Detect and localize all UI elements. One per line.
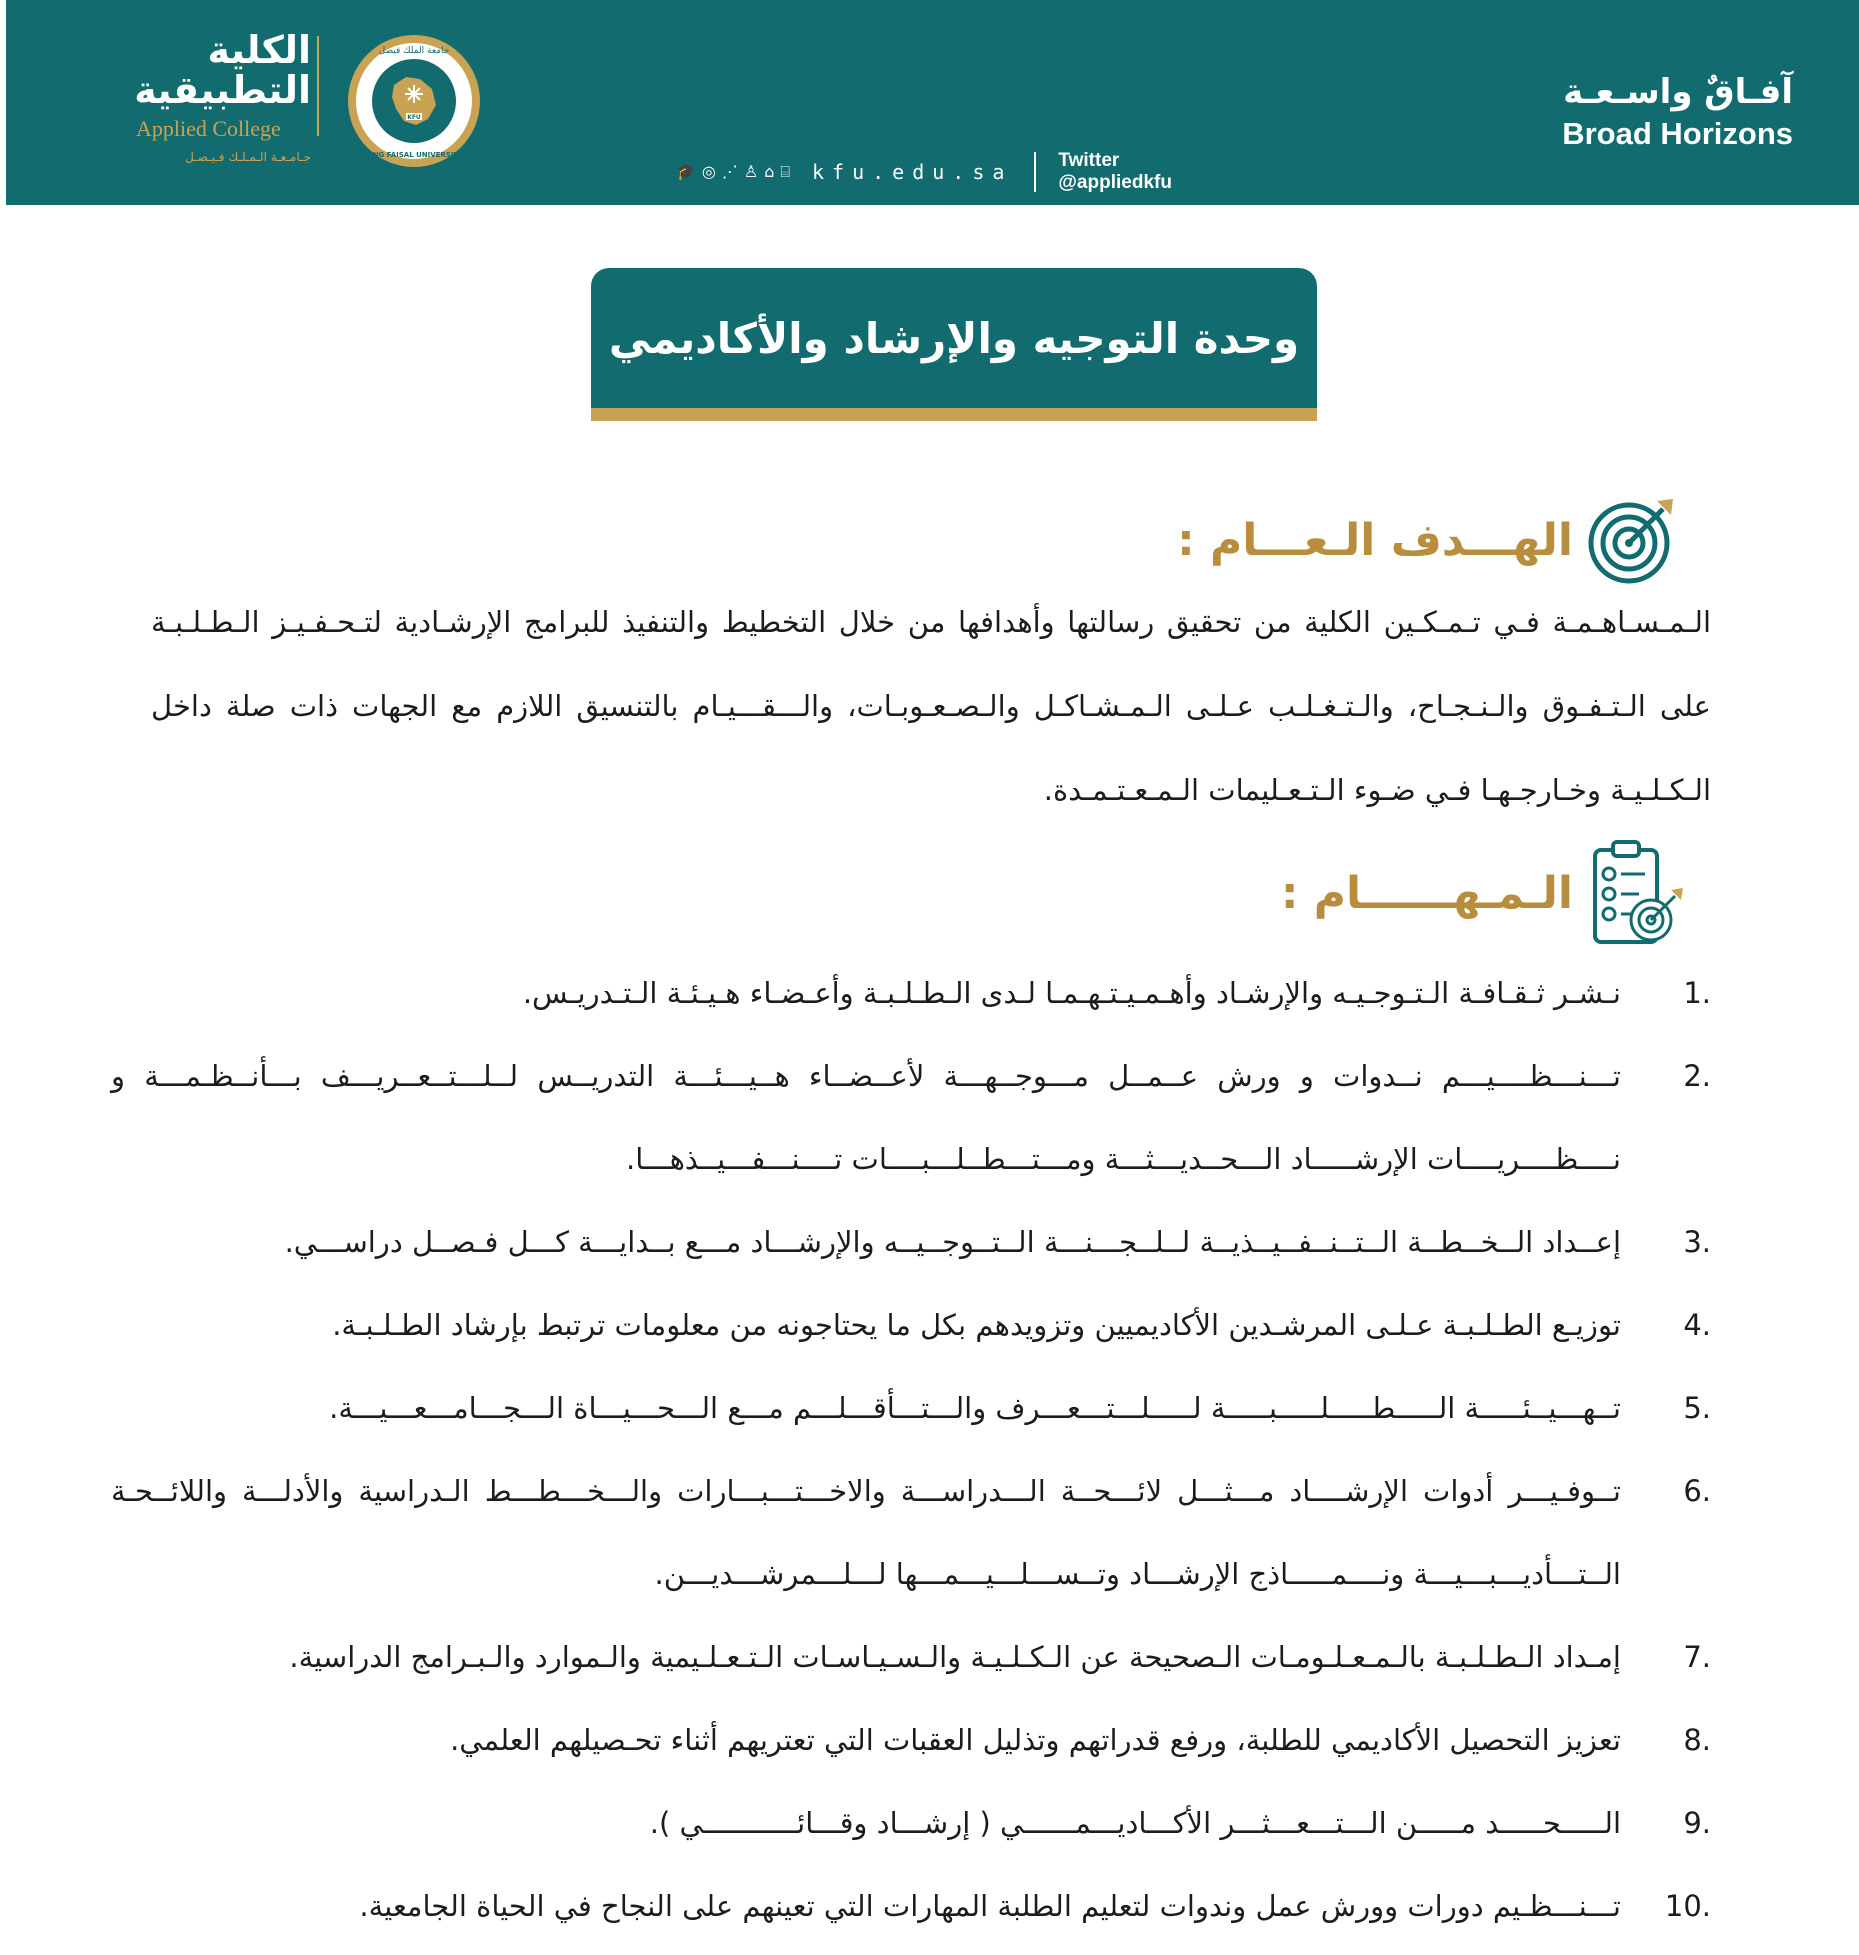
list-item-number: 8.	[1683, 1723, 1711, 1757]
list-item-number: 2.	[1683, 1059, 1711, 1093]
website-link[interactable]: kfu.edu.sa	[812, 160, 1013, 184]
list-item	[111, 1450, 1711, 1616]
list-item	[111, 1782, 1711, 1865]
seal-text-en: KING FAISAL UNIVERSITY	[364, 151, 464, 159]
logo-divider	[317, 36, 319, 136]
slogan-en: Broad Horizons	[1562, 116, 1793, 151]
title-underline	[591, 408, 1317, 421]
list-item-text: تـــنـــظـيم دورات وورش عمل وندوات لتعليم الطلبة المهارات التي تعينهم على النجاح في الحياة الجامعية.	[359, 1889, 1621, 1923]
list-item-number: 9.	[1683, 1806, 1711, 1840]
graduation-cap-icon: 🎓	[676, 162, 696, 181]
mosque-icon: ⌂	[764, 162, 775, 181]
list-item	[111, 1616, 1711, 1699]
list-item-text: الـــــحـــــد مـــــن الـــتـــعـــثـــر الأكـــاديـــمــــــي ( إرشـــاد وقـــائـــــــــــي ).	[649, 1806, 1621, 1840]
list-item	[111, 1035, 1711, 1201]
list-item-text: إمـداد الـطـلـبـة بالـمـعـلـومـات الـصحيحة عن الـكـلـيـة والـسـيـاسـات الـتـعـلـيمية والـموارد والـبـرامج الدراسية.	[289, 1640, 1621, 1674]
university-icons	[676, 162, 790, 182]
list-item-text: نـشـر ثـقـافـة الـتـوجـيـه والإرشـاد وأهـمـيـتـهـمـا لـدى الـطـلـبـة وأعـضـاء هـيـئـة الـتـدريـس.	[522, 976, 1621, 1010]
list-item	[111, 1699, 1711, 1782]
list-item-number: 1.	[1683, 976, 1711, 1010]
contact-row	[676, 150, 1236, 194]
twitter-handle[interactable]: Twitter @appliedkfu	[1058, 150, 1172, 193]
kfu-seal-logo	[346, 33, 482, 169]
page-title: وحدة التوجيه والإرشاد والأكاديمي	[608, 313, 1300, 363]
list-item-text: تعزيز التحصيل الأكاديمي للطلبة، ورفع قدراتهم وتذليل العقبات التي تعتريهم أثناء تحـصيلهم العلمي.	[450, 1723, 1621, 1757]
list-item-number: 3.	[1683, 1225, 1711, 1259]
college-name-line2: التطبيقية	[134, 68, 311, 112]
list-item-text: تـــنـــظــــيـــم نــدوات و ورش عــمــل مـــوجــهـــة لأعــضــاء هــيـــئـــة التدريــس لــلـــتــعــريـــف بـــأنــظـمـــة و نــــظــــريــــات الإرشـــــاد الـــحــديـــثـــة ومـــتـــطــلـــبــــات تــــنـــفـــيــذهـــا.	[111, 1059, 1621, 1176]
list-item-number: 4.	[1683, 1308, 1711, 1342]
list-item-text: إعــداد الــخــطــة الــتــنــفــيــذيــة لــلــجـــنـــة الــتــوجــيــه والإرشـــاد مـــع بــدايـــة كـــل فـصــل دراســـي.	[284, 1225, 1621, 1259]
list-item-text: تــوفـيـــر أدوات الإرشــــاد مـــثـــل لائـــحــة الـــدراســـة والاخـــتـــبـــارات والـــخـــطـــط الـدراسية والأدلـــة واللائــحـة الــتـــأديـــبـــيـــة ونــــمـــــاذج الإرشـــاد وتــســـلـــيـــمـــها لـــلـــمرشـــديـــن.	[111, 1474, 1621, 1591]
college-sub: جـامـعـة الـمـلـك فـيـصـل	[185, 150, 311, 164]
header-banner	[6, 0, 1859, 205]
college-name-en: Applied College	[136, 116, 281, 141]
target-icon	[1587, 495, 1677, 585]
task-list	[111, 952, 1711, 1948]
list-item	[111, 1367, 1711, 1450]
list-item-text: توزيـع الطـلـبـة عـلـى المرشـدين الأكاديميين وتزويدهم بكل ما يحتاجونه من معلومات ترتبط بإرشاد الطـلـبـة.	[332, 1308, 1621, 1342]
slogan	[1513, 70, 1793, 154]
contact-divider	[1034, 152, 1036, 192]
checklist-target-icon	[1587, 838, 1687, 948]
person-icon: ♙	[743, 162, 759, 181]
list-item-text: تــهـــيــئـــــة الـــــطـــــلـــــبـــــة لـــــلـــتـــعـــرف والـــتـــأقـــلـــم مـــع الـــحـــيـــاة الـــجـــامـــعـــيـــة.	[329, 1391, 1621, 1425]
list-item	[111, 1201, 1711, 1284]
slogan-ar: آفـاقٌ واسـعـة	[1563, 72, 1793, 112]
list-item-number: 10.	[1664, 1889, 1711, 1923]
tasks-heading-label: الـمـهــــــام :	[1280, 867, 1573, 919]
seal-abbr: KFU	[407, 114, 421, 121]
applied-college-logo	[136, 30, 311, 180]
list-item	[111, 952, 1711, 1035]
palm-tree-icon: ⋰	[721, 162, 738, 181]
building-icon: ⌸	[780, 162, 790, 181]
list-item-number: 5.	[1683, 1391, 1711, 1425]
list-item-number: 6.	[1683, 1474, 1711, 1508]
goal-text: الـمـسـاهـمـة فـي تـمـكـين الكلية من تحقيق رسالتها وأهدافها من خلال التخطيط والتنفيذ للبرامج الإرشـادية لتـحـفـيـز الـطـلـبـة على الـتـفـوق والـنـجـاح، والـتـغـلـب عـلـى الـمـشـاكـل والـصـعـوبـات، والـــقـــيـام بالتنسيق اللازم مع الجهات ذات صلة داخل الـكـلـيـة وخـارجـهـا فـي ضـوء الـتـعـليمات الـمـعـتـمـدة.	[151, 605, 1711, 807]
list-item-number: 7.	[1683, 1640, 1711, 1674]
list-item	[111, 1284, 1711, 1367]
list-item	[111, 1865, 1711, 1948]
college-name-line1: الكلية	[207, 28, 311, 72]
goal-heading	[1177, 495, 1677, 585]
title-banner	[591, 268, 1317, 408]
location-pin-icon: ◎	[701, 162, 716, 181]
goal-heading-label: الهـــدف الـعـــام :	[1177, 514, 1573, 566]
tasks-heading	[1281, 838, 1687, 948]
seal-text-ar: جامعة الملك فيصل	[378, 46, 450, 56]
